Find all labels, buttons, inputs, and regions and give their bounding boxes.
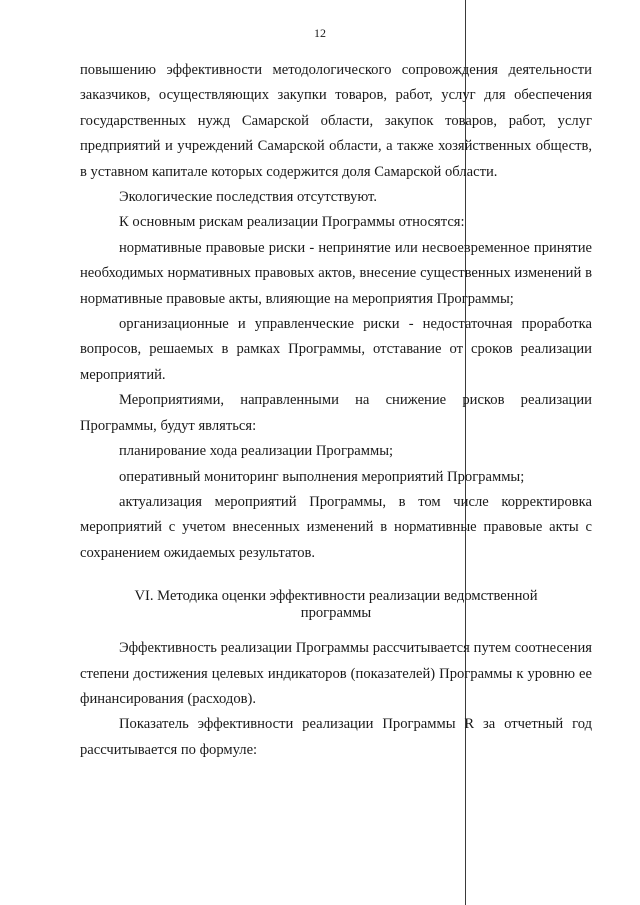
paragraph-monitoring: оперативный мониторинг выполнения мероприятий Программы; xyxy=(119,468,525,485)
paragraph-indicator-r: Показатель эффективности реализации Программы R за отчетный год рассчитывается по формуле: xyxy=(80,716,592,758)
paragraph-methodology-support: повышению эффективности методологического сопровождения деятельности заказчиков, осуществляющих закупки товаров, работ, услуг для обеспечения государственных нужд Самарской области, закупок товаров, работ, услуг предприятий и учреждений Самарской области, а также хозяйственных обществ, в уставном капитале которых содержится доля Самарской области. xyxy=(80,62,592,180)
section-heading-line-1: VI. Методика оценки эффективности реализации ведомственной xyxy=(134,588,538,605)
section-heading-line-2: программы xyxy=(300,605,372,622)
paragraph-mitigation-intro: Мероприятиями, направленными на снижение рисков реализации Программы, будут являться: xyxy=(80,392,592,434)
paragraph-org-risks: организационные и управленческие риски - недостаточная проработка вопросов, решаемых в рамках Программы, отставание от сроков реализации мероприятий. xyxy=(80,316,592,383)
document-body xyxy=(80,58,592,763)
paragraph-actualization: актуализация мероприятий Программы, в том числе корректировка мероприятий с учетом внесенных изменений в нормативные правовые акты с сохранением ожидаемых результатов. xyxy=(80,493,592,561)
paragraph-planning: планирование хода реализации Программы; xyxy=(119,443,394,460)
page-number: 12 xyxy=(314,26,326,40)
section-heading xyxy=(80,588,592,622)
paragraph-risks-intro: К основным рискам реализации Программы относятся: xyxy=(119,214,465,231)
paragraph-ecological: Экологические последствия отсутствуют. xyxy=(119,189,377,206)
paragraph-legal-risks: нормативные правовые риски - непринятие или несвоевременное принятие необходимых нормативных правовых актов, внесение существенных изменений в нормативные правовые акты, влияющие на мероприятия Программы; xyxy=(80,239,592,307)
paragraph-efficiency: Эффективность реализации Программы рассчитывается путем соотнесения степени достижения целевых индикаторов (показателей) Программы к уровню ее финансирования (расходов). xyxy=(80,640,592,707)
